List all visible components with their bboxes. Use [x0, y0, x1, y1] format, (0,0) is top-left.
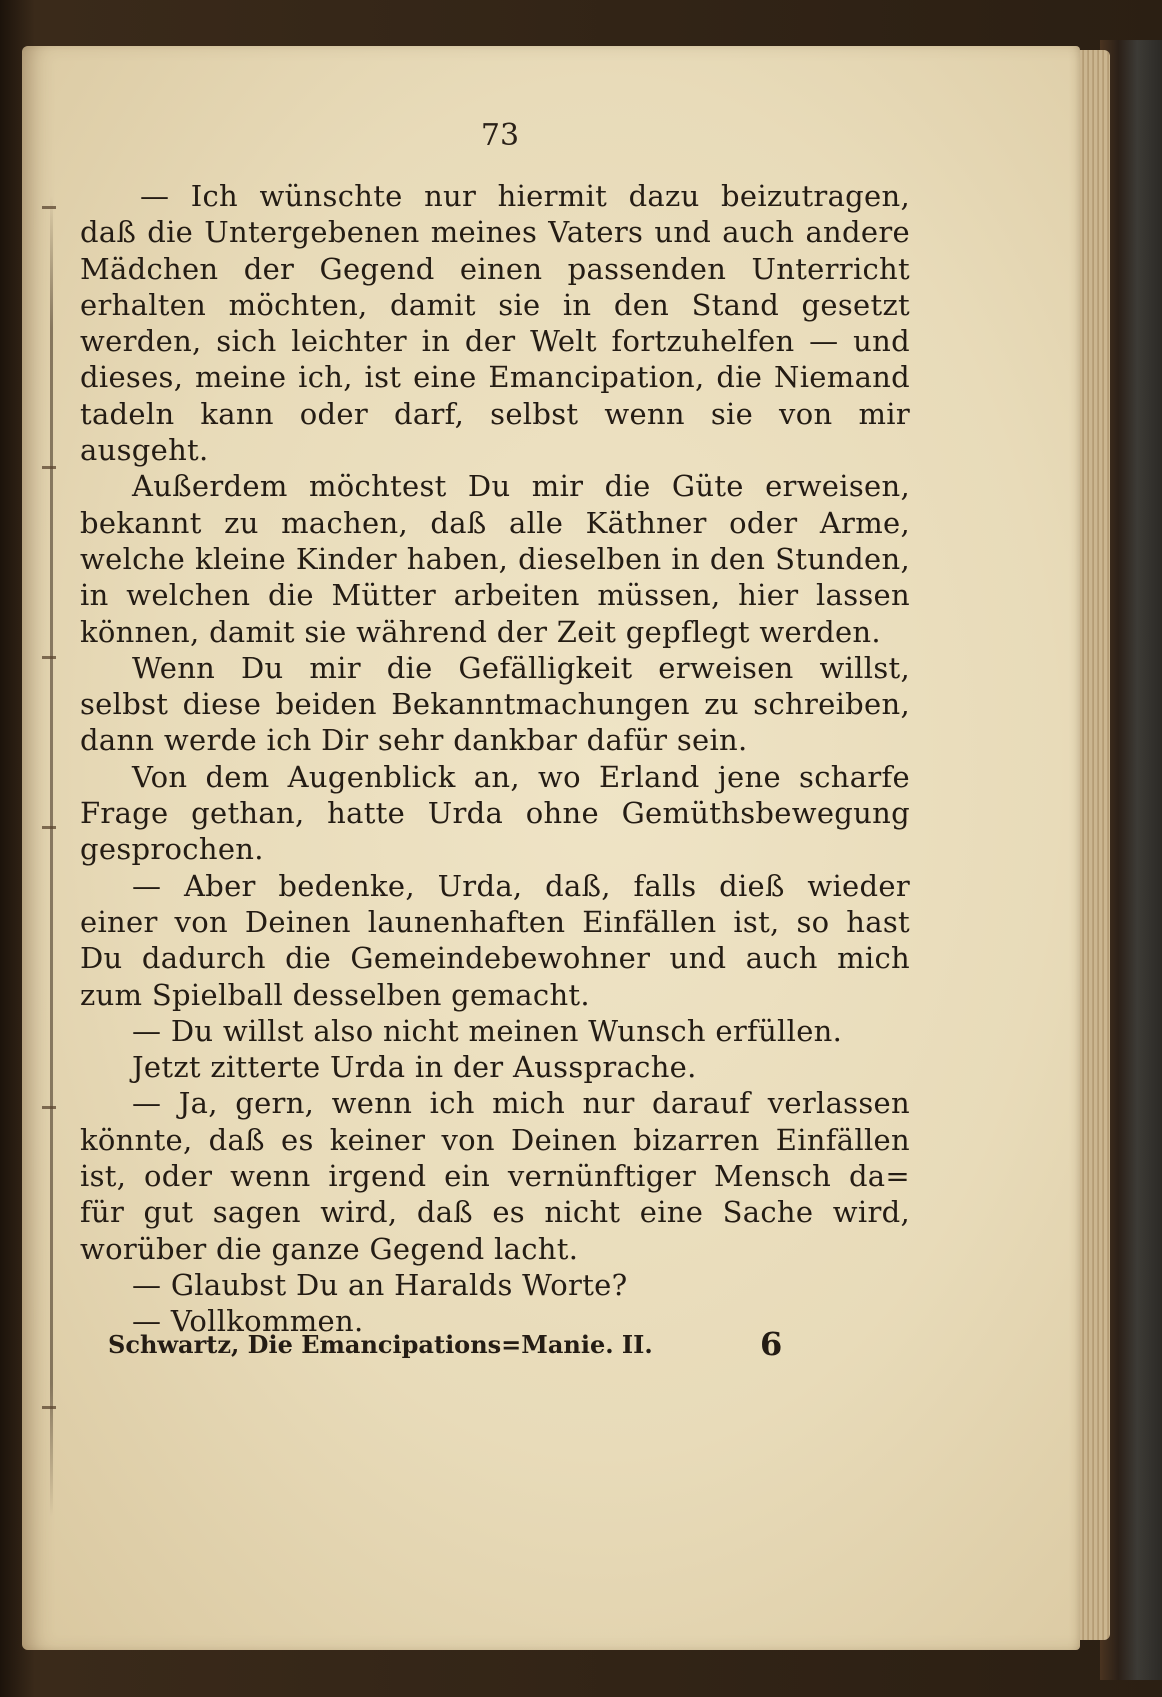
text-line: einer von Deinen launenhaften Einfällen ist, so hast	[80, 904, 910, 939]
text-line: welche kleine Kinder haben, dieselben in den Stunden,	[80, 541, 910, 576]
text-line: — Ja, gern, wenn ich mich nur darauf verlassen	[132, 1086, 910, 1121]
binding-thread-mark	[42, 206, 56, 209]
text-line: ist, oder wenn irgend ein vernünftiger Mensch da=	[80, 1159, 910, 1194]
text-line: für gut sagen wird, daß es nicht eine Sache wird,	[80, 1195, 910, 1230]
binding-thread-mark	[42, 1406, 56, 1409]
binding-thread-mark	[42, 466, 56, 469]
binding-thread-mark	[42, 826, 56, 829]
text-line: zum Spielball desselben gemacht.	[80, 977, 590, 1012]
text-line: könnte, daß es keiner von Deinen bizarren Einfällen	[80, 1122, 910, 1157]
text-line: Wenn Du mir die Gefälligkeit erweisen willst,	[132, 650, 910, 685]
text-line: können, damit sie während der Zeit gepflegt werden.	[80, 614, 881, 649]
text-line: daß die Untergebenen meines Vaters und auch andere	[80, 215, 910, 250]
binding-thread-mark	[42, 656, 56, 659]
text-line: Außerdem möchtest Du mir die Güte erweisen,	[132, 469, 910, 504]
text-line: Frage gethan, hatte Urda ohne Gemüthsbewegung	[80, 796, 910, 831]
text-line: bekannt zu machen, daß alle Käthner oder Arme,	[80, 505, 910, 540]
text-line: gesprochen.	[80, 832, 264, 867]
text-line: — Ich wünschte nur hiermit dazu beizutragen,	[140, 179, 910, 213]
text-line: — Vollkommen.	[132, 1304, 364, 1339]
text-line: Jetzt zitterte Urda in der Aussprache.	[132, 1050, 697, 1085]
binding-thread-mark	[42, 1106, 56, 1109]
text-line: — Aber bedenke, Urda, daß, falls dieß wieder	[132, 868, 910, 903]
body-text	[80, 178, 910, 1340]
text-line: werden, sich leichter in der Welt fortzuhelfen — und	[80, 324, 910, 359]
text-line: ausgeht.	[80, 433, 209, 468]
text-line: Du dadurch die Gemeindebewohner und auch mich	[80, 941, 910, 976]
text-line: — Glaubst Du an Haralds Worte?	[132, 1267, 628, 1302]
signature-line: Schwartz, Die Emancipations=Manie. II.	[108, 1330, 653, 1359]
gutter-shadow	[50, 196, 53, 1516]
text-line: selbst diese beiden Bekanntmachungen zu schreiben,	[80, 687, 910, 722]
text-line: dieses, meine ich, ist eine Emancipation, die Niemand	[80, 360, 910, 395]
text-line: erhalten möchten, damit sie in den Stand gesetzt	[80, 287, 910, 322]
text-line: Mädchen der Gegend einen passenden Unterricht	[80, 251, 910, 286]
signature-mark: 6	[760, 1325, 783, 1363]
page-number: 73	[480, 118, 520, 153]
text-line: worüber die ganze Gegend lacht.	[80, 1231, 579, 1266]
text-line: tadeln kann oder darf, selbst wenn sie von mir	[80, 396, 910, 431]
text-line: Von dem Augenblick an, wo Erland jene scharfe	[132, 759, 910, 794]
text-line: in welchen die Mütter arbeiten müssen, hier lassen	[80, 578, 910, 613]
text-line: — Du willst also nicht meinen Wunsch erfüllen.	[132, 1013, 843, 1048]
text-line: dann werde ich Dir sehr dankbar dafür sein.	[80, 723, 748, 758]
